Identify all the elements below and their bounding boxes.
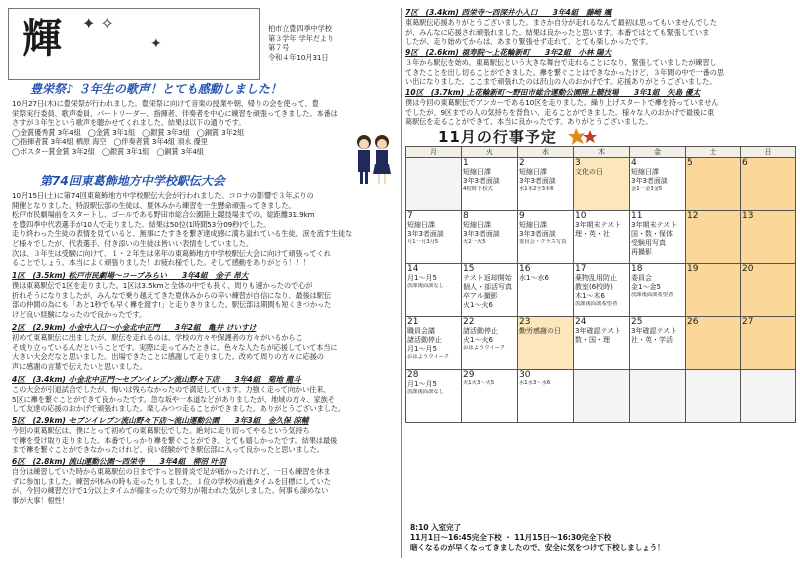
runner-line: が、今回の練習だけで1分以上タイムが縮まったので努力が報われた気がしました。何事も諦めない	[12, 486, 329, 496]
runner-line: ずに参加しました。練習が休みの時も走ったりしました。１位の学校の前進タイムを目標にしていた	[12, 476, 331, 486]
calendar-note: おはようウイーク	[463, 345, 506, 351]
masthead-info	[268, 24, 388, 62]
calendar-event: 諸活動停止	[407, 336, 442, 344]
festival-line: 10月27日(木)に豊栄祭が行われました。豊栄祭に向けて音楽の授業や朝、帰りの会を使って、豊	[12, 99, 319, 108]
calendar-note: 委員会・クラス写真	[519, 239, 567, 245]
calendar-week-row	[406, 158, 796, 211]
runner-line: てきたことを出し切ることができました。襷を繋ぐことはできなかったけど、３年間の中で一番の思	[405, 67, 724, 77]
calendar-day-number: 19	[687, 264, 699, 274]
calendar-event: 3年確認テスト	[575, 327, 622, 335]
runner-2	[12, 323, 397, 371]
calendar-note: 放課後面談なし	[407, 283, 445, 289]
calendar-day-number: 25	[631, 317, 643, 327]
calendar-event: 文化の日	[575, 168, 603, 176]
notice-line: 8:10 入室完了	[410, 523, 462, 532]
calendar-day-cell	[406, 158, 462, 211]
calendar-day-cell	[630, 317, 686, 370]
calendar-event: 短縮日課	[631, 168, 659, 176]
calendar-note: 火2一火5	[463, 239, 486, 245]
issue-number: 第７号	[268, 43, 290, 53]
calendar-day-number: 3	[575, 158, 581, 168]
calendar-day-cell	[462, 211, 518, 264]
calendar-event: 勤労感謝の日	[519, 327, 561, 335]
calendar-day-cell	[741, 264, 796, 317]
calendar-event: 3年3者面談	[463, 230, 500, 238]
sparkle-icon: ✦ ✧	[82, 14, 114, 33]
ekiden-line: ど様々でしたが、代表選手、付き添いの生徒は皆いい表情をしていました。	[12, 238, 253, 248]
calendar-weekday-header: 木	[574, 147, 630, 158]
calendar-day-cell	[518, 211, 574, 264]
runner-line: 今回の東葛駅伝は、僕にとって初めての東葛駅伝でした。絶対に走り切ってやるという気持ち	[12, 426, 310, 435]
ekiden-line: 松戸市民劇場前をスタートし、ゴールである野田市総合公園陸上競技場までの、総距離31.9km	[12, 210, 315, 220]
calendar-event: 3年期末テスト	[575, 221, 622, 229]
runner-line: で襷を受け取り走りました。本番でしっかり襷を繋ぐことができ、とても嬉しかったです。結果は最後	[12, 435, 338, 445]
calendar-day-cell	[741, 317, 796, 370]
calendar-weekday-header: 月	[406, 147, 462, 158]
calendar-day-number: 7	[407, 211, 413, 221]
calendar-event: 短縮日課	[519, 168, 547, 176]
calendar-event: 3年期末テスト	[631, 221, 678, 229]
calendar-day-cell	[686, 264, 741, 317]
calendar-weekday-header: 土	[686, 147, 741, 158]
runner-line: 僕は今回の東葛駅伝でアンカーである10区を走りました。繰り上げスタートで襷を持っていません	[405, 98, 719, 107]
calendar	[405, 146, 795, 423]
calendar-event: 3年確認テスト	[631, 327, 678, 335]
calendar-note: 金1一金3金5	[631, 186, 663, 192]
calendar-event: 受験用写真	[631, 239, 666, 247]
column-divider	[401, 8, 402, 558]
runner-line: そ成り立っているんだということです。実際に走ってみたときに、色々な人たちが応援していて本当に	[12, 342, 338, 352]
calendar-event: 3年3者面談	[519, 177, 556, 185]
calendar-day-cell	[741, 370, 796, 423]
festival-title: 豊栄祭♪ ３年生の歌声！とても感動しました！	[30, 82, 282, 96]
calendar-day-number: 8	[463, 211, 469, 221]
calendar-day-number: 2	[519, 158, 525, 168]
calendar-day-number: 21	[407, 317, 419, 327]
festival-line: 栄祭実行委員、歌声委員、パートリーダー、指揮者、伴奏者を中心に練習を頑張ってきました。本番は	[12, 108, 338, 118]
calendar-day-cell	[574, 211, 630, 264]
award-line: ◯指揮者賞 3年4組 栖原 海空 ◯伴奏者賞 3年4組 須永 優里	[12, 137, 208, 147]
runner-heading: 1区 (3.5km) 松戸市民劇場～コーブみらい 3年4組 金子 昂大	[12, 271, 249, 280]
calendar-day-cell	[462, 158, 518, 211]
calendar-day-cell	[686, 158, 741, 211]
calendar-day-cell	[462, 264, 518, 317]
runner-4	[12, 416, 397, 455]
calendar-day-cell	[574, 317, 630, 370]
calendar-day-number: 1	[463, 158, 469, 168]
calendar-day-number: 6	[742, 158, 748, 168]
runner-heading: 7区 (3.4km) 西栄寺～西深井小入口 3年4組 藤崎 颯	[405, 8, 612, 17]
runner-line: 部の仲間の為にも「あと1秒でも早く襷を渡す!」と走りきりました。駅伝部は期間も短くきつかった	[12, 300, 332, 310]
calendar-event: 再撮影	[631, 248, 652, 256]
calendar-day-cell	[406, 211, 462, 264]
calendar-day-number: 30	[519, 370, 531, 380]
calendar-weekday-header: 火	[462, 147, 518, 158]
calendar-event: 短縮日課	[463, 221, 491, 229]
calendar-event: 3年3者面談	[631, 177, 668, 185]
calendar-note: 放課後面談希望者	[631, 292, 674, 298]
notice-box	[410, 523, 795, 553]
runner-line: けど良い経験になったので良かったです。	[12, 309, 147, 319]
ekiden-line: 走り終わった生徒の表情を見ていると、無事にたすきを繋ぎ達成感に満ち溢れている生徒、涙を流す生徒な	[12, 229, 353, 239]
calendar-table	[405, 146, 796, 423]
calendar-day-cell	[630, 370, 686, 423]
calendar-day-number: 11	[631, 211, 643, 221]
notice-line: 暗くなるのが早くなってきましたので、安全に気をつけて下校しましょう！	[410, 543, 665, 552]
runner-5	[12, 457, 397, 505]
calendar-day-cell	[686, 317, 741, 370]
calendar-note: 水1水3～水6	[519, 380, 551, 386]
award-line: ◯金賞優秀賞 3年4組 ◯金賞 3年1組 ◯銀賞 3年3組 ◯銅賞 3年2組	[12, 127, 245, 137]
calendar-day-number: 22	[463, 317, 475, 327]
calendar-day-cell	[462, 317, 518, 370]
calendar-event: 国・数・保体	[631, 230, 673, 238]
calendar-event: 教室(6校時)	[575, 283, 613, 291]
calendar-event: 諸活動停止	[463, 327, 498, 335]
runner-heading: 6区 (2.8km) 流山運動公園～西栄寺 3年4組 柳沼 叶羽	[12, 457, 226, 466]
calendar-day-cell	[462, 370, 518, 423]
calendar-note: 放課後面談なし	[407, 389, 445, 395]
calendar-event: 火1～火6	[463, 301, 493, 309]
calendar-weekday-header: 日	[741, 147, 796, 158]
calendar-day-cell	[518, 264, 574, 317]
ekiden-line: 開催となりました。特設駅伝部の生徒は、夏休みから練習を一生懸命頑張ってきました。	[12, 200, 296, 210]
calendar-day-number: 15	[463, 264, 475, 274]
festival-body	[12, 99, 397, 157]
runner-line: 葛駅伝を走ることができて、本当に良かったです。ありがとうございました。	[405, 117, 653, 127]
calendar-day-cell	[630, 158, 686, 211]
ekiden-line: を豊四季中代表選手が10人で走りました。結果は50位(1時間53分09秒)でした。	[12, 219, 271, 229]
ekiden-line: 次は、３年生は受験に向けて、１・２年生は来年の東葛飾地方中学校駅伝大会に向けて頑張ってくれ	[12, 248, 331, 258]
calendar-event: 個人・部活写真	[463, 283, 512, 291]
calendar-event: 委員会	[631, 274, 652, 282]
calendar-day-number: 16	[519, 264, 531, 274]
runner-line: 東葛駅伝応援ありがとうございました。まさか自分が走れるなんて最初は思ってもいませんでした	[405, 18, 717, 27]
calendar-event: 月1～月5	[407, 380, 437, 388]
calendar-event: 3年3者面談	[463, 177, 500, 185]
calendar-day-cell	[574, 264, 630, 317]
award-line: ◯ポスター賞金賞 3年2組 ◯銀賞 3年1組 ◯銅賞 3年4組	[12, 146, 204, 156]
calendar-event: 短縮日課	[519, 221, 547, 229]
calendar-day-cell	[518, 158, 574, 211]
calendar-day-number: 4	[631, 158, 637, 168]
festival-line: さすが３年生という歌声を聴かせてくれました。結果は以下の通りです。	[12, 118, 246, 128]
calendar-day-number: 23	[519, 317, 531, 327]
runner-line: 僕は東葛駅伝で1区を走りました。1区は3.5kmと全体の中でも長く、周りも速かったので心が	[12, 281, 313, 290]
runner-line: 事が大事！根性！	[12, 495, 69, 505]
calendar-day-number: 28	[407, 370, 419, 380]
calendar-day-number: 5	[687, 158, 693, 168]
calendar-weekday-header: 水	[518, 147, 574, 158]
runner-line: が、みんなに応援され頑張れました。結果は良かったと思います。本番ではとても緊張していま	[405, 27, 710, 37]
calendar-note: おはようウイーク	[407, 354, 450, 360]
calendar-day-number: 27	[742, 317, 754, 327]
runner-line: 声に感謝の言葉で伝えたいと思いました。	[12, 361, 147, 371]
calendar-day-cell	[741, 158, 796, 211]
school-name: 柏市立豊四季中学校	[268, 24, 332, 33]
calendar-day-number: 14	[407, 264, 419, 274]
runner-line: 折れそうになりましたが、みんなで乗り越えてきた夏休みからの辛い練習が自信になり、最後は駅伝	[12, 290, 331, 300]
calendar-event: 卒アル撮影	[463, 292, 498, 300]
ekiden-line: ることでしょう。本当によく頑張りました！お疲れ様でした。そして感動をありがとう！！！	[12, 258, 310, 268]
runner-heading: 4区 (3.4km) 小金北中正門～セブンイレブン流山野々下店 3年4組 菊地 龍斗	[12, 375, 301, 384]
calendar-event: 金1～金5	[631, 283, 661, 291]
calendar-event: 短縮日課	[407, 221, 435, 229]
calendar-event: 月1～月5	[407, 274, 437, 282]
calendar-event: 理・英・社	[575, 230, 610, 238]
schedule-title: 11月の行事予定	[438, 128, 557, 146]
calendar-week-row	[406, 370, 796, 423]
ekiden-body	[12, 191, 397, 268]
calendar-event: 木1～木6	[575, 292, 605, 300]
runner-6	[405, 8, 795, 47]
runner-line: 大きい大会だなと思いました。出場できたことに感謝して走りました。改めて周りの方々に応援の	[12, 352, 324, 362]
calendar-week-row	[406, 211, 796, 264]
calendar-event: 火1～火6	[463, 336, 493, 344]
ekiden-line: 10月15日(土)に第74回東葛飾地方中学校駅伝大会が行われました。コロナの影響で３年ぶりの	[12, 191, 314, 200]
calendar-day-cell	[518, 317, 574, 370]
runner-3	[12, 375, 397, 414]
runner-heading: 9区 (2.6km) 福寿院～上花輪新町 3年2組 小林 陽大	[405, 48, 612, 57]
calendar-event: 短縮日課	[463, 168, 491, 176]
calendar-event: 職員会議	[407, 327, 435, 335]
masthead-title: 輝	[22, 15, 62, 62]
runner-line: して友達の応援のおかげで頑張れました。楽しみつつ走ることができました。ありがとうございました。	[12, 404, 345, 414]
runner-line: ３年から駅伝を始め、東葛駅伝という大きな舞台で走れることになり、緊張していましたが練習し	[405, 58, 717, 67]
calendar-day-cell	[686, 211, 741, 264]
calendar-day-number: 24	[575, 317, 587, 327]
calendar-note: 4校時下校式	[463, 186, 493, 192]
runner-heading: 5区 (2.9km) セブンイレブン流山野々下店～流山運動公園 3年3組 金久保 涼輔	[12, 416, 309, 425]
calendar-weekday-header: 金	[630, 147, 686, 158]
calendar-note: 水1本2全3本6	[519, 186, 554, 192]
runner-line: でしたが、9区までの人の気持ちを背負い、走ることができました。様々な人のおかげで最後に東	[405, 107, 715, 117]
runner-line: 初めて東葛駅伝に出ましたが、駅伝を走れるのは、学校の方々や保護者の方々がいるからこ	[12, 333, 303, 342]
calendar-week-row	[406, 317, 796, 370]
newsletter-name: 第３学年 学年だより	[268, 33, 334, 43]
calendar-event: テスト返却開始	[463, 274, 512, 282]
runner-line: 自分は練習していた時から東葛駅伝の日まですっと脛骨炎で足が痛かったけれど、一日も練習を休ま	[12, 467, 331, 476]
runner-line: 5区に襷を繋ぐことができて良かったです。急な坂や一本道などがありましたが、地域の方々、家族そ	[12, 394, 335, 404]
calendar-event: 数・国・理	[575, 336, 610, 344]
calendar-event: 社・英・学活	[631, 336, 673, 344]
runner-1	[12, 271, 397, 319]
calendar-day-number: 20	[742, 264, 754, 274]
calendar-event: 月1～月5	[407, 345, 437, 353]
sparkle-icon-2: ✦	[150, 36, 162, 52]
calendar-event: 水1～水6	[519, 274, 549, 282]
calendar-day-cell	[686, 370, 741, 423]
calendar-day-cell	[406, 264, 462, 317]
calendar-day-cell	[630, 211, 686, 264]
calendar-day-number: 17	[575, 264, 587, 274]
calendar-note: 月1一月3月5	[407, 239, 439, 245]
runner-heading: 2区 (2.9km) 小金中入口～小金北中正門 3年2組 亀井 けいすけ	[12, 323, 257, 332]
runner-line: したが、走り始めてからは、あまり緊張せず走れて、とても楽しかったです。	[405, 37, 653, 47]
calendar-day-cell	[406, 370, 462, 423]
calendar-event: 薬物乱用防止	[575, 274, 617, 282]
calendar-event: 3年3者面談	[407, 230, 444, 238]
calendar-day-cell	[518, 370, 574, 423]
calendar-day-number: 10	[575, 211, 587, 221]
calendar-note: 放課後面談希望者	[575, 301, 618, 307]
ekiden-title: 第74回東葛飾地方中学校駅伝大会	[40, 174, 225, 188]
calendar-day-number: 26	[687, 317, 699, 327]
calendar-day-cell	[406, 317, 462, 370]
runner-8	[405, 88, 795, 127]
calendar-day-number: 9	[519, 211, 525, 221]
calendar-week-row	[406, 264, 796, 317]
calendar-note: 火1火3～火5	[463, 380, 495, 386]
runner-7	[405, 48, 795, 87]
runner-heading: 10区 (3.7km) 上花輪新町～野田市総合運動公園陸上競技場 3年1組 矢島 優太	[405, 88, 701, 97]
runner-line: い出になりました。ここまで頑張れたのは沢山の人のおかげです。応援ありがとうございました。	[405, 77, 717, 87]
calendar-day-cell	[630, 264, 686, 317]
runner-line: この大会が引退試合でしたが、悔いは残らなかったので満足しています。力強く走って向かい往来、	[12, 385, 331, 394]
issue-date: 令和４年10月31日	[268, 52, 329, 62]
students-illustration	[350, 130, 396, 188]
calendar-day-cell	[574, 158, 630, 211]
calendar-event: 3年3者面談	[519, 230, 556, 238]
calendar-day-number: 12	[687, 211, 699, 221]
calendar-day-cell	[574, 370, 630, 423]
runner-line: まで襷を繋ぐことができなかったけれど、良い経験ができ駅伝部に入って良かったと思いました。	[12, 445, 324, 455]
calendar-header-row	[406, 147, 796, 158]
calendar-day-number: 13	[742, 211, 754, 221]
notice-line: 11月1日～16:45完全下校 ・ 11月15日～16:30完全下校	[410, 533, 612, 542]
calendar-day-number: 29	[463, 370, 475, 380]
calendar-day-number: 18	[631, 264, 643, 274]
calendar-day-cell	[741, 211, 796, 264]
